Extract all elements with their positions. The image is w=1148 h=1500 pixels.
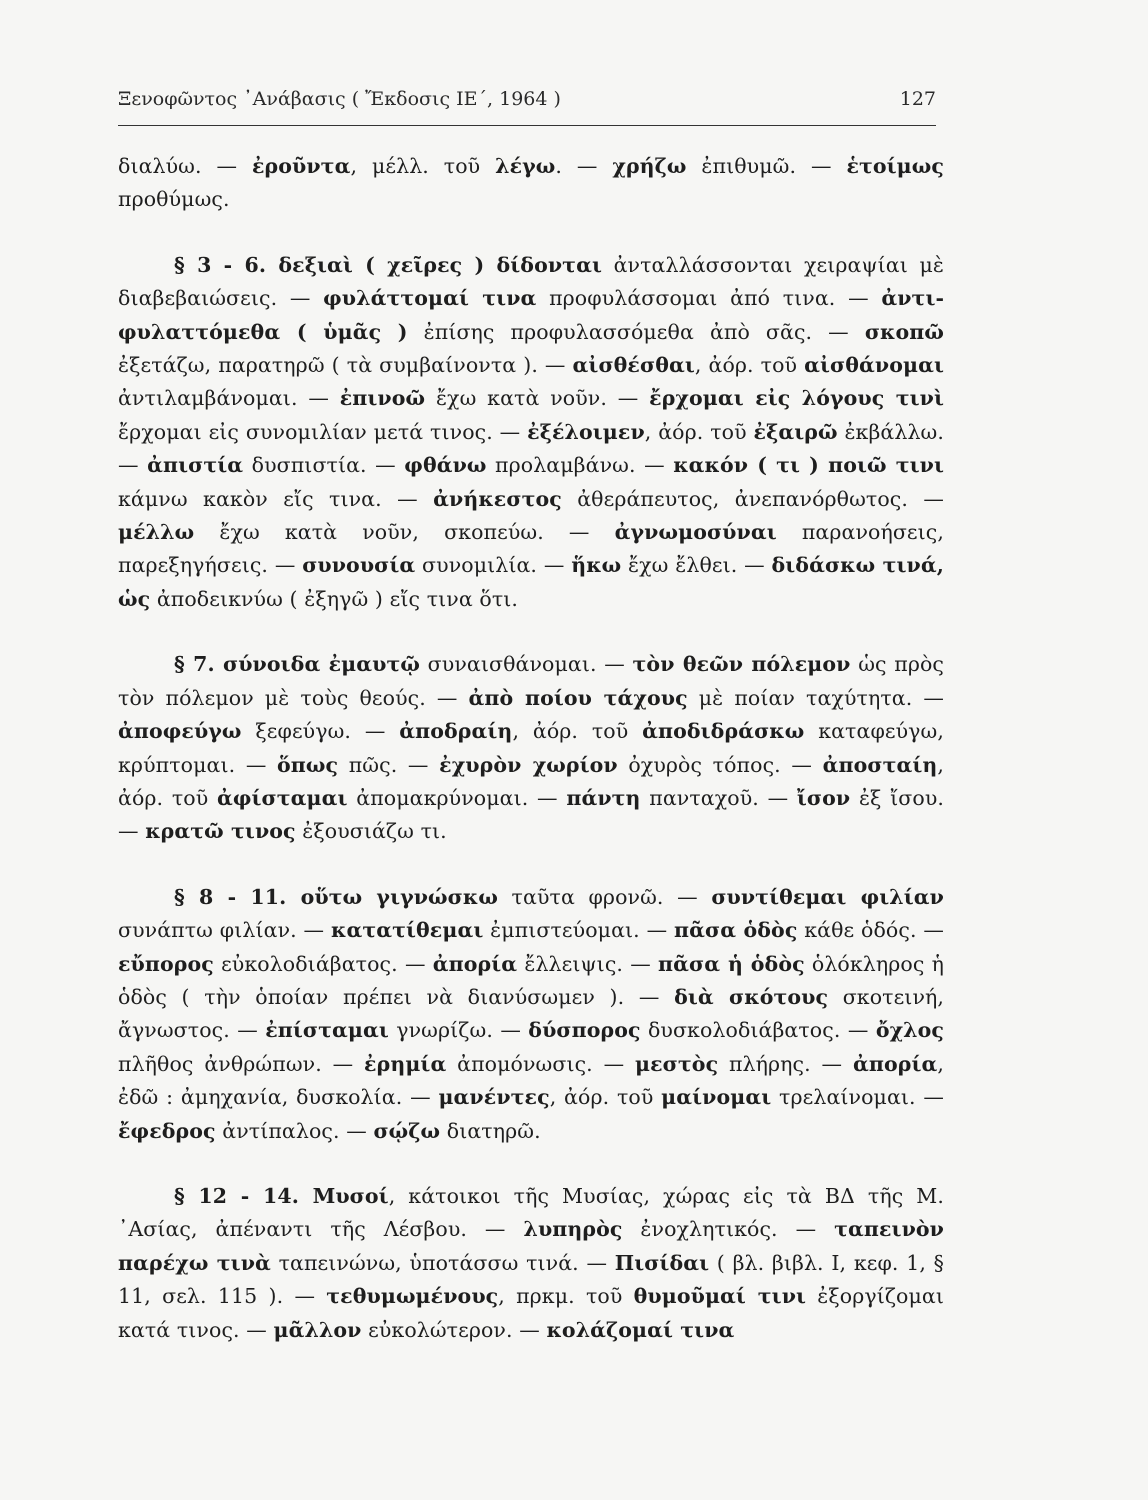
gloss-text: ( βλ. βιβλ. Ι, κεφ. 1, § 11, σελ. 115 ). — bbox=[118, 1250, 944, 1309]
lemma-term: μαίνομαι bbox=[661, 1085, 772, 1110]
gloss-text: εὐκολώτερον. — bbox=[361, 1317, 547, 1342]
gloss-text: ἀθεράπευτος, ἀνεπανόρθωτος. — bbox=[561, 486, 944, 511]
lemma-term: μᾶλλον bbox=[273, 1317, 362, 1342]
gloss-text: ἐπίσης προφυλασσόμεθα ἀπὸ σᾶς. — bbox=[407, 319, 865, 344]
gloss-text: ταῦτα φρονῶ. — bbox=[497, 884, 712, 909]
lemma-term: § 8 - 11. bbox=[174, 884, 301, 909]
page-number: 127 bbox=[899, 88, 936, 110]
gloss-text: ἔχω κατὰ νοῦν. — bbox=[425, 386, 650, 411]
gloss-text: ἔλλειψις. — bbox=[517, 951, 659, 976]
gloss-text: ἀνταλλάσσονται χειραψίαι μὲ διαβεβαιώσεις. — bbox=[118, 252, 944, 311]
lemma-term: ἴσον bbox=[796, 785, 851, 810]
gloss-text: , ἀόρ. τοῦ bbox=[694, 353, 805, 378]
lemma-term: ἐρημία bbox=[364, 1051, 447, 1076]
gloss-text: ἀντίπαλος. — bbox=[215, 1118, 374, 1143]
lemma-term: λέγω bbox=[495, 154, 556, 178]
lemma-term: δύσπορος bbox=[528, 1018, 641, 1043]
gloss-text: , ἐδῶ : ἀμηχανία, δυσκολία. — bbox=[118, 1051, 944, 1110]
gloss-text: προθύμως. bbox=[118, 187, 230, 212]
gloss-text: ἀντιλαμβάνομαι. — bbox=[118, 386, 340, 411]
paragraph-section-8-11 bbox=[118, 881, 944, 1148]
gloss-text: πλῆθος ἀνθρώπων. — bbox=[118, 1051, 365, 1076]
lemma-term: ἐξαιρῶ bbox=[753, 419, 838, 444]
lemma-term: ὅπως bbox=[277, 752, 339, 777]
gloss-text: . — bbox=[555, 154, 613, 178]
lemma-term: λυπηρὸς bbox=[523, 1217, 623, 1242]
lemma-term: φυλάττομαί τινα bbox=[323, 286, 537, 311]
running-head-title: Ξενοφῶντος ᾿Ανάβασις ( Ἔκδοσις ΙΕ΄, 1964 ) bbox=[118, 88, 561, 110]
lemma-term: ἀπὸ ποίου τάχους bbox=[468, 685, 688, 710]
gloss-text: συνάπτω φιλίαν. — bbox=[118, 918, 331, 943]
lemma-term: ἀποσταίη bbox=[822, 752, 938, 777]
glossary-body bbox=[118, 150, 944, 1347]
lemma-term: αἰσθάνομαι bbox=[804, 353, 944, 378]
lemma-term: Πισίδαι bbox=[614, 1250, 710, 1275]
lemma-term: ἐχυρὸν χωρίον bbox=[439, 752, 618, 777]
header-rule bbox=[118, 125, 936, 126]
lemma-term: ἐροῦντα bbox=[251, 154, 351, 178]
gloss-text: κάμνω κακὸν εἴς τινα. — bbox=[118, 486, 434, 511]
lemma-term: § 7. bbox=[174, 652, 224, 677]
gloss-text: , ἀόρ. τοῦ bbox=[549, 1085, 662, 1110]
gloss-text: δυσπιστία. — bbox=[243, 453, 405, 478]
gloss-text: ὡς πρὸς τὸν πόλεμον μὲ τοὺς θεούς. — bbox=[118, 652, 945, 710]
gloss-text: ἐξουσιάζω τι. bbox=[295, 819, 447, 844]
gloss-text: ἐνοχλητικός. — bbox=[622, 1217, 835, 1242]
gloss-text: γνωρίζω. — bbox=[388, 1018, 529, 1043]
gloss-text: τρελαίνομαι. — bbox=[771, 1085, 944, 1110]
gloss-text: ὁλόκληρος ἡ ὁδὸς ( τὴν ὁποίαν πρέπει νὰ διανύσωμεν ). — bbox=[118, 951, 945, 1009]
gloss-text: συνομιλία. — bbox=[415, 553, 572, 578]
gloss-text: ἐμπιστεύομαι. — bbox=[483, 918, 674, 943]
gloss-text: , μέλλ. τοῦ bbox=[350, 154, 496, 178]
lemma-term: εὔπορος bbox=[118, 951, 214, 976]
gloss-text: ξεφεύγω. — bbox=[241, 719, 400, 744]
gloss-text: πῶς. — bbox=[338, 752, 440, 777]
lemma-term: χρήζω bbox=[612, 154, 687, 178]
lemma-term: μέλλω bbox=[118, 520, 195, 545]
lemma-term: σῴζω bbox=[373, 1118, 441, 1143]
lemma-term: τεθυμωμένους bbox=[326, 1284, 499, 1309]
lemma-term: φθάνω bbox=[404, 453, 487, 478]
gloss-text: ὀχυρὸς τόπος. — bbox=[617, 752, 823, 777]
gloss-text: συναισθάνομαι. — bbox=[420, 652, 633, 677]
lemma-term: κακόν ( τι ) ποιῶ τινι bbox=[673, 453, 945, 478]
lemma-term: κατατίθεμαι bbox=[330, 918, 484, 943]
lemma-term: ἀπιστία bbox=[147, 453, 244, 478]
lemma-term: ταπεινὸν παρέχω τινὰ bbox=[118, 1217, 945, 1275]
lemma-term: ἔφεδρος bbox=[118, 1118, 216, 1143]
gloss-text: δυσκολοδιάβατος. — bbox=[640, 1018, 876, 1043]
lemma-term: τὸν θεῶν πόλεμον bbox=[632, 652, 851, 677]
gloss-text: ἐξοργίζομαι κατά τινος. — bbox=[118, 1284, 945, 1342]
lemma-term: θυμοῦμαί τινι bbox=[633, 1284, 807, 1309]
gloss-text: , ἀόρ. τοῦ bbox=[644, 419, 754, 444]
gloss-text: καταφεύγω, κρύπτομαι. — bbox=[118, 719, 944, 777]
gloss-text: εὐκολοδιάβατος. — bbox=[213, 951, 433, 976]
lemma-term: συνουσία bbox=[302, 553, 416, 578]
lemma-term: ἀνήκεστος bbox=[433, 486, 562, 511]
gloss-text: ἐξετάζω, παρατηρῶ ( τὰ συμβαίνοντα ). — bbox=[118, 353, 573, 378]
gloss-text: μὲ ποίαν ταχύτητα. — bbox=[687, 685, 944, 710]
lemma-term: κρατῶ τινος bbox=[145, 819, 296, 844]
lemma-term: ἐπίσταμαι bbox=[265, 1018, 389, 1043]
gloss-text: παρανοήσεις, παρεξηγήσεις. — bbox=[118, 520, 944, 578]
lemma-term: ὄχλος bbox=[875, 1018, 944, 1043]
lemma-term: ἐξέλοιμεν bbox=[527, 419, 645, 444]
lemma-term: οὕτω γιγνώσκω bbox=[300, 884, 498, 909]
paragraph-intro bbox=[118, 150, 944, 217]
gloss-text: ταπεινώνω, ὑποτάσσω τινά. — bbox=[270, 1250, 615, 1275]
gloss-text: διατηρῶ. bbox=[440, 1118, 541, 1143]
gloss-text: ἐκβάλλω. — bbox=[118, 419, 944, 478]
lemma-term: ἀγνωμοσύναι bbox=[614, 520, 777, 545]
lemma-term: ἀποφεύγω bbox=[118, 719, 242, 744]
lemma-term: μανέντες bbox=[438, 1085, 550, 1110]
gloss-text: ἀπομακρύνομαι. — bbox=[347, 785, 567, 810]
paragraph-section-3-6 bbox=[118, 249, 944, 616]
paragraph-section-12-14 bbox=[118, 1180, 944, 1347]
lemma-term: ἀφίσταμαι bbox=[217, 785, 348, 810]
lemma-term: ἐπινοῶ bbox=[339, 386, 426, 411]
lemma-term: πᾶσα ἡ ὁδὸς bbox=[658, 951, 805, 976]
lemma-term: συντίθεμαι φιλίαν bbox=[711, 884, 944, 909]
gloss-text: ἀποδεικνύω ( ἐξηγῶ ) εἴς τινα ὅτι. bbox=[150, 586, 519, 611]
gloss-text: πλήρης. — bbox=[718, 1051, 853, 1076]
lemma-term: ἔρχομαι εἰς λόγους τινὶ bbox=[649, 386, 945, 411]
lemma-term: § 3 - 6. bbox=[174, 252, 279, 277]
lemma-term: σκοπῶ bbox=[864, 319, 944, 344]
gloss-text: ἔρχομαι εἰς συνομιλίαν μετά τινος. — bbox=[118, 419, 528, 444]
lemma-term: αἰσθέσθαι bbox=[572, 353, 695, 378]
paragraph-section-7 bbox=[118, 648, 944, 848]
lemma-term: κολάζομαί τινα bbox=[546, 1317, 735, 1342]
lemma-term: πᾶσα ὁδὸς bbox=[674, 918, 798, 943]
gloss-text: ἐξ ἴσου. — bbox=[118, 785, 944, 844]
gloss-text: , ἀόρ. τοῦ bbox=[512, 719, 643, 744]
lemma-term: διδάσκω τινά, ὡς bbox=[118, 553, 944, 611]
lemma-term: ἀπορία bbox=[432, 951, 518, 976]
gloss-text: κάθε ὁδός. — bbox=[797, 918, 944, 943]
lemma-term: § 12 - 14. bbox=[174, 1183, 313, 1208]
lemma-term: σύνοιδα ἐμαυτῷ bbox=[223, 652, 420, 677]
gloss-text: προλαμβάνω. — bbox=[486, 453, 674, 478]
lemma-term: διὰ σκότους bbox=[674, 984, 829, 1009]
gloss-text: ἀπομόνωσις. — bbox=[446, 1051, 636, 1076]
gloss-text: διαλύω. — bbox=[118, 154, 252, 178]
lemma-term: δεξιαὶ ( χεῖρες ) δίδονται bbox=[278, 252, 602, 277]
gloss-text: πανταχοῦ. — bbox=[640, 785, 797, 810]
running-head bbox=[118, 88, 936, 116]
lemma-term: ἀντιφυλαττόμεθα ( ὑμᾶς ) bbox=[118, 286, 944, 344]
lemma-term: μεστὸς bbox=[635, 1051, 719, 1076]
gloss-text: , ἀόρ. τοῦ bbox=[118, 752, 944, 810]
lemma-term: ἀπορία bbox=[852, 1051, 938, 1076]
gloss-text: ἐπιθυμῶ. — bbox=[686, 154, 847, 178]
lemma-term: Μυσοί bbox=[312, 1183, 389, 1208]
gloss-text: προφυλάσσομαι ἀπό τινα. — bbox=[536, 286, 882, 311]
lemma-term: ἀποδιδράσκω bbox=[642, 719, 805, 744]
gloss-text: σκοτεινή, ἄγνωστος. — bbox=[118, 984, 944, 1043]
lemma-term: ἀποδραίη bbox=[399, 719, 513, 744]
gloss-text: ἔχω κατὰ νοῦν, σκοπεύω. — bbox=[194, 520, 615, 545]
gloss-text: ἔχω ἔλθει. — bbox=[621, 553, 772, 578]
gloss-text: , πρκμ. τοῦ bbox=[498, 1284, 634, 1309]
lemma-term: ἥκω bbox=[571, 553, 622, 578]
gloss-text: , κάτοικοι τῆς Μυσίας, χώρας εἰς τὰ ΒΔ τῆς Μ. ᾿Ασίας, ἀπέναντι τῆς Λέσβου. — bbox=[118, 1183, 945, 1242]
lemma-term: πάντη bbox=[566, 785, 641, 810]
lemma-term: ἑτοίμως bbox=[846, 154, 944, 178]
